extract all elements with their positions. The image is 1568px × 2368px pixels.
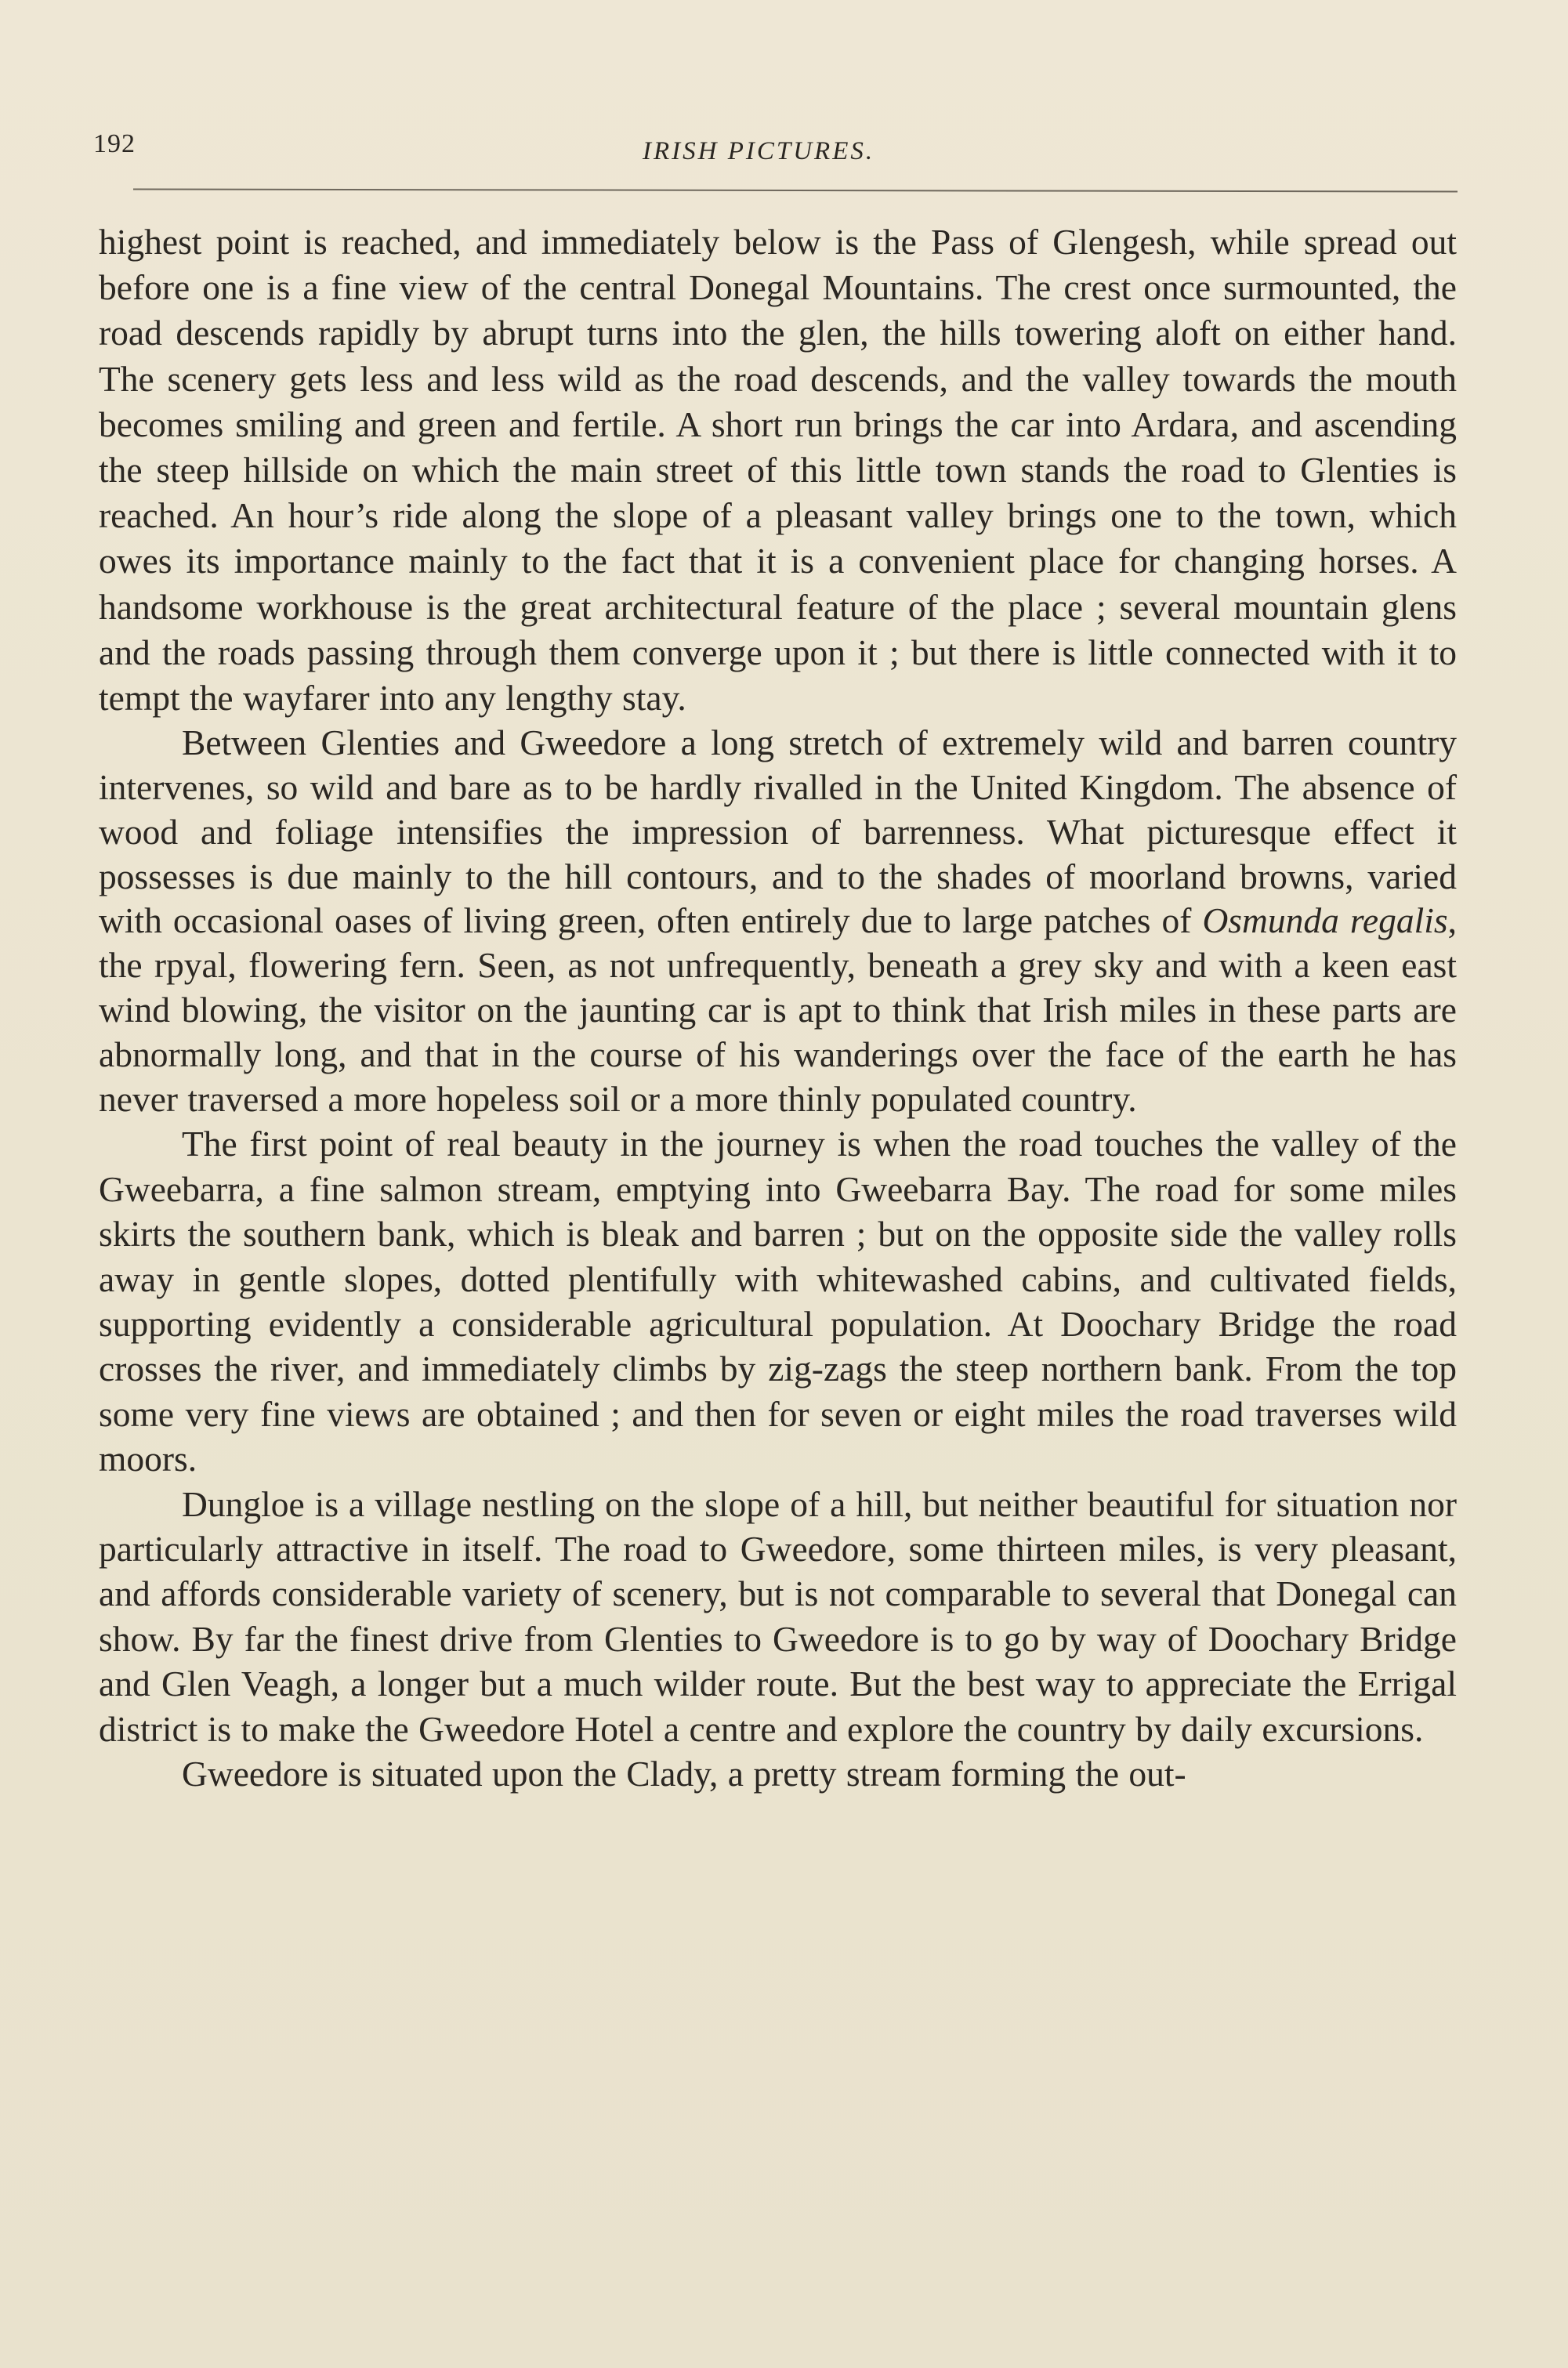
paragraph-4-text: Dungloe is a village nestling on the slope of a hill, but neither beautiful for situation nor particularly attractive in itself. The road to Gweedore, some thirteen miles, is very pleasant, and affords considerable variety of scenery, but is not comparable to several that Donegal can show. By far the finest drive from Glenties to Gweedore is to go by way of Doochary Bridge and Glen Veagh, a longer but a much wilder route. But the best way to appreciate the Errigal district is to make the Gweedore Hotel a centre and explore the country by daily excursions. xyxy=(99,1483,1457,1749)
paragraph-3 xyxy=(99,1121,1457,1481)
paragraph-1 xyxy=(99,219,1457,721)
running-title: IRISH PICTURES. xyxy=(643,137,875,165)
body-text xyxy=(99,219,1457,1798)
paragraph-5-text: Gweedore is situated upon the Clady, a pretty stream forming the out- xyxy=(182,1754,1186,1794)
header-rule xyxy=(133,189,1458,193)
running-head xyxy=(0,129,1568,176)
paragraph-4 xyxy=(99,1482,1457,1751)
paragraph-1-text: highest point is reached, and immediately below is the Pass of Glengesh, while spread out before one is a fine view of the central Donegal Mountains. The crest once surmounted, the road descends rapidly by abrupt turns into the glen, the hills towering aloft on either hand. The scenery gets less and less wild as the road descends, and the valley towards the mouth becomes smiling and green and fertile. A short run brings the car into Ardara, and ascending the steep hillside on which the main street of this little town stands the road to Glenties is reached. An hour’s ride along the slope of a pleasant valley brings one to the town, which owes its importance mainly to the fact that it is a convenient place for changing horses. A handsome workhouse is the great architectural feature of the place ; several mountain glens and the roads passing through them converge upon it ; but there is little connected with it to tempt the wayfarer into any lengthy stay. xyxy=(99,222,1457,719)
page-number: 192 xyxy=(93,129,136,158)
paragraph-2 xyxy=(99,721,1457,1121)
paragraph-3-text: The first point of real beauty in the journey is when the road touches the valley of the Gweebarra, a fine salmon stream, emptying into Gweebarra Bay. The road for some miles skirts the southern bank, which is bleak and barren ; but on the opposite side the valley rolls away in gentle slopes, dotted plentifully with whitewashed cabins, and cultivated fields, supporting evidently a considerable agricultural population. At Doochary Bridge the road crosses the river, and immediately climbs by zig-zags the steep northern bank. From the top some very fine views are obtained ; and then for seven or eight miles the road traverses wild moors. xyxy=(99,1124,1457,1479)
paragraph-2-italic-name: Osmunda regalis xyxy=(1202,900,1448,941)
paragraph-5 xyxy=(99,1751,1457,1798)
paragraph-2-text: Between Glenties and Gweedore a long stretch of extremely wild and barren country intervenes, so wild and bare as to be hardly rivalled in the United Kingdom. The absence of wood and foliage intensifies the impression of barrenness. What picturesque effect it possesses is due mainly to the hill contours, and to the shades of moorland browns, varied with occasional oases of living green, often entirely due to large patches of xyxy=(99,722,1457,941)
paragraph-2-tail: , the rpyal, flowering fern. Seen, as not unfrequently, beneath a grey sky and with a keen east wind blowing, the visitor on the jaunting car is apt to think that Irish miles in these parts are abnormally long, and that in the course of his wanderings over the face of the earth he has never traversed a more hopeless soil or a more thinly populated country. xyxy=(99,900,1457,1119)
